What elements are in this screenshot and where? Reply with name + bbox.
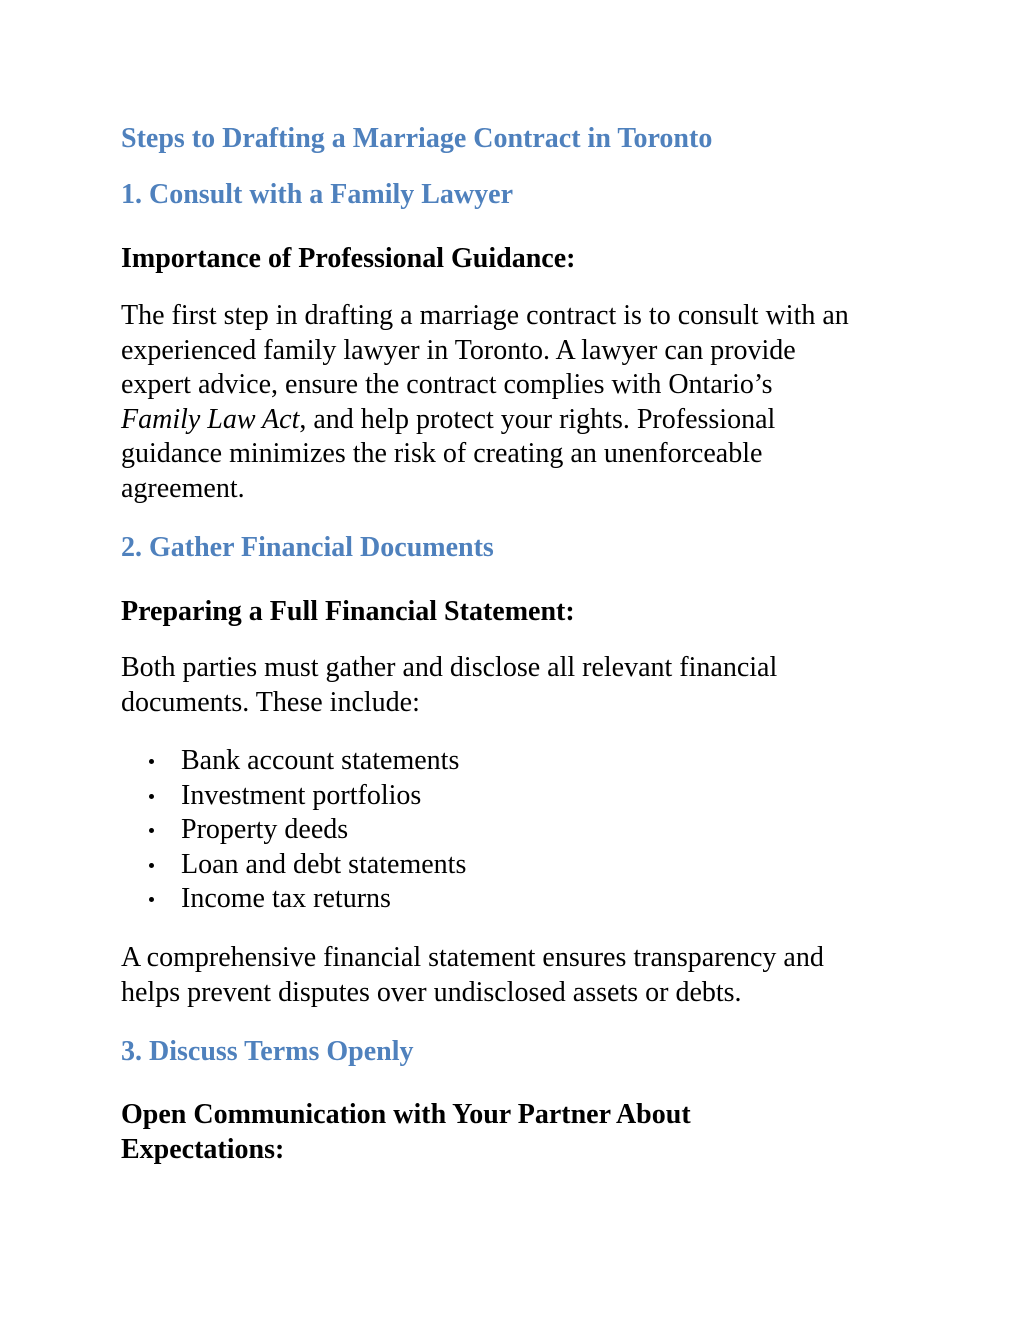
bullet-icon	[149, 759, 154, 764]
step2-intro-paragraph	[121, 651, 911, 720]
paragraph-line: helps prevent disputes over undisclosed assets or debts.	[121, 976, 742, 1008]
list-item-text: Bank account statements	[181, 745, 460, 776]
step3-subheading	[121, 1097, 911, 1167]
subheading-line: Expectations:	[121, 1134, 285, 1165]
bullet-icon	[149, 863, 154, 868]
paragraph-line-rest: , and help protect your rights. Professional	[299, 403, 776, 435]
list-item	[121, 779, 466, 814]
financial-documents-list	[121, 744, 466, 917]
list-item	[121, 882, 466, 917]
list-item	[121, 744, 466, 779]
paragraph-line: Both parties must gather and disclose all relevant financial	[121, 652, 778, 683]
list-item-text: Investment portfolios	[181, 779, 422, 811]
paragraph-line: guidance minimizes the risk of creating an unenforceable	[121, 438, 763, 470]
subheading-line: Open Communication with Your Partner About	[121, 1099, 691, 1130]
list-item	[121, 848, 466, 883]
step1-paragraph	[121, 299, 911, 507]
paragraph-line: agreement.	[121, 472, 245, 504]
paragraph-line: documents. These include:	[121, 686, 420, 718]
paragraph-line: expert advice, ensure the contract complies with Ontario’s	[121, 369, 773, 401]
step3-heading: 3. Discuss Terms Openly	[121, 1036, 414, 1067]
bullet-icon	[149, 897, 154, 902]
step1-heading: 1. Consult with a Family Lawyer	[121, 179, 513, 210]
law-act-title: Family Law Act	[121, 403, 300, 435]
step1-subheading: Importance of Professional Guidance:	[121, 243, 576, 274]
step2-subheading: Preparing a Full Financial Statement:	[121, 596, 575, 627]
paragraph-line: A comprehensive financial statement ensures transparency and	[121, 942, 824, 973]
step2-heading: 2. Gather Financial Documents	[121, 532, 494, 563]
bullet-icon	[149, 828, 154, 833]
paragraph-line: experienced family lawyer in Toronto. A lawyer can provide	[121, 334, 796, 366]
list-item-text: Income tax returns	[181, 883, 391, 915]
list-item-text: Loan and debt statements	[181, 848, 467, 880]
document-title: Steps to Drafting a Marriage Contract in Toronto	[121, 123, 713, 154]
bullet-icon	[149, 794, 154, 799]
list-item	[121, 813, 466, 848]
step2-closing-paragraph	[121, 941, 911, 1010]
paragraph-line	[121, 403, 911, 438]
paragraph-line: The first step in drafting a marriage contract is to consult with an	[121, 300, 849, 331]
list-item-text: Property deeds	[181, 814, 349, 846]
